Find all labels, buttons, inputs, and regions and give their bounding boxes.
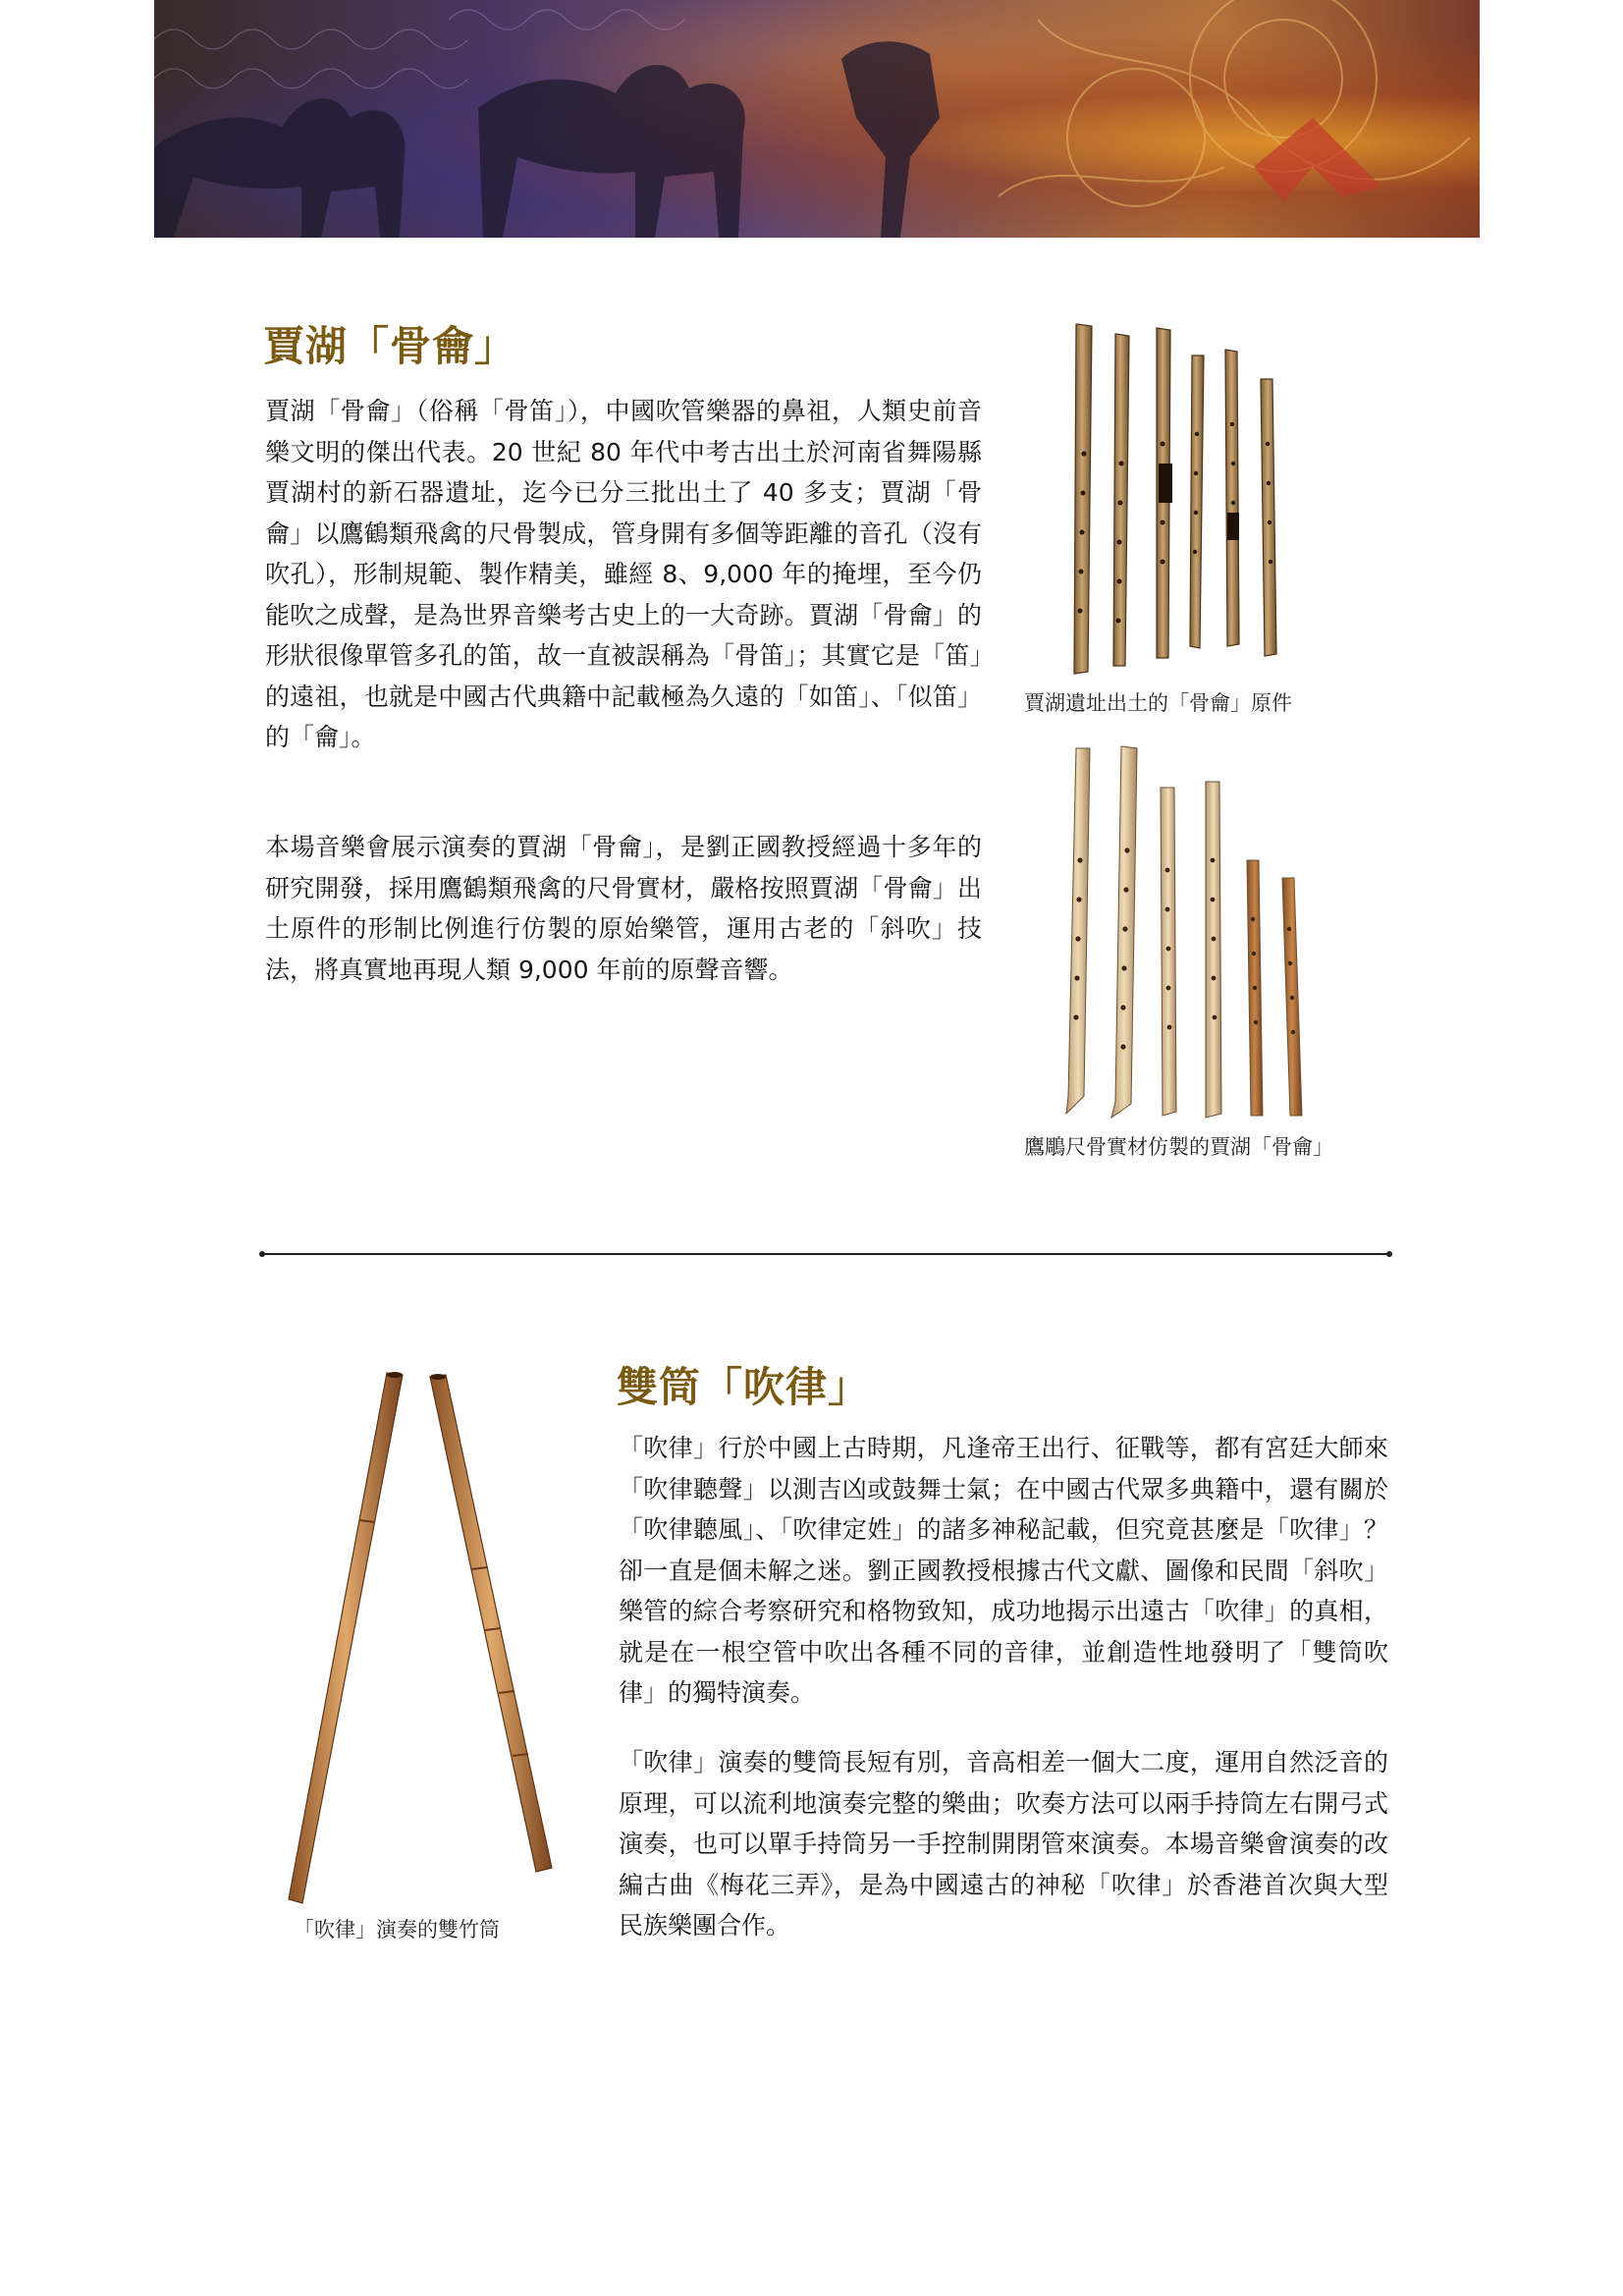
original-bone-flutes-photo xyxy=(1058,316,1314,689)
camel-caravan-illustration xyxy=(154,0,1480,238)
double-bamboo-tubes-caption: 「吹律」演奏的雙竹筒 xyxy=(294,1918,500,1941)
section-title-double-tube-chuilu: 雙筒「吹律」 xyxy=(617,1363,871,1411)
jiahu-paragraph-2: 本場音樂會展示演奏的賈湖「骨龠」，是劉正國教授經過十多年的研究開發，採用鷹鶴類飛禽的尺骨實材，嚴格按照賈湖「骨龠」出土原件的形制比例進行仿製的原始樂管，運用古老的「斜吹」技法，將真實地再現人類 9,000 年前的原聲音響。 xyxy=(265,833,982,984)
section-title-jiahu-guyue: 賈湖「骨龠」 xyxy=(263,322,517,370)
section-divider xyxy=(262,1253,1389,1255)
double-bamboo-tubes-photo xyxy=(277,1363,571,1913)
jiahu-paragraph-1: 賈湖「骨龠」（俗稱「骨笛」），中國吹管樂器的鼻祖，人類史前音樂文明的傑出代表。20 世紀 80 年代中考古出土於河南省舞陽縣賈湖村的新石器遺址，迄今已分三批出土了 40 多支；賈湖「骨龠」以鷹鶴類飛禽的尺骨製成，管身開有多個等距離的音孔（沒有吹孔），形制規範、製作精美，雖經 8、9,000 年的掩埋，至今仍能吹之成聲，是為世界音樂考古史上的一大奇跡。賈湖「骨龠」的形狀很像單管多孔的笛，故一直被誤稱為「骨笛」；其實它是「笛」的遠祖，也就是中國古代典籍中記載極為久遠的「如笛」、「似笛」的「龠」。 xyxy=(265,397,982,751)
chuilu-paragraph-2: 「吹律」演奏的雙筒長短有別，音高相差一個大二度，運用自然泛音的原理，可以流利地演奏完整的樂曲；吹奏方法可以兩手持筒左右開弓式演奏，也可以單手持筒另一手控制開閉管來演奏。本場音樂會演奏的改編古曲《梅花三弄》，是為中國遠古的神秘「吹律」於香港首次與大型民族樂團合作。 xyxy=(619,1748,1388,1940)
original-bone-flutes-caption: 賈湖遺址出土的「骨龠」原件 xyxy=(1024,691,1292,715)
replica-bone-flutes-photo xyxy=(1041,742,1316,1125)
header-banner-image xyxy=(154,0,1480,238)
replica-bone-flutes-caption: 鷹鵰尺骨實材仿製的賈湖「骨龠」 xyxy=(1024,1135,1333,1159)
chuilu-paragraph-1: 「吹律」行於中國上古時期，凡逢帝王出行、征戰等，都有宮廷大師來「吹律聽聲」以測吉凶或鼓舞士氣；在中國古代眾多典籍中，還有關於「吹律聽風」、「吹律定姓」的諸多神秘記載，但究竟甚麼是「吹律」？卻一直是個未解之迷。劉正國教授根據古代文獻、圖像和民間「斜吹」樂管的綜合考察研究和格物致知，成功地揭示出遠古「吹律」的真相，就是在一根空管中吹出各種不同的音律，並創造性地發明了「雙筒吹律」的獨特演奏。 xyxy=(619,1434,1388,1707)
